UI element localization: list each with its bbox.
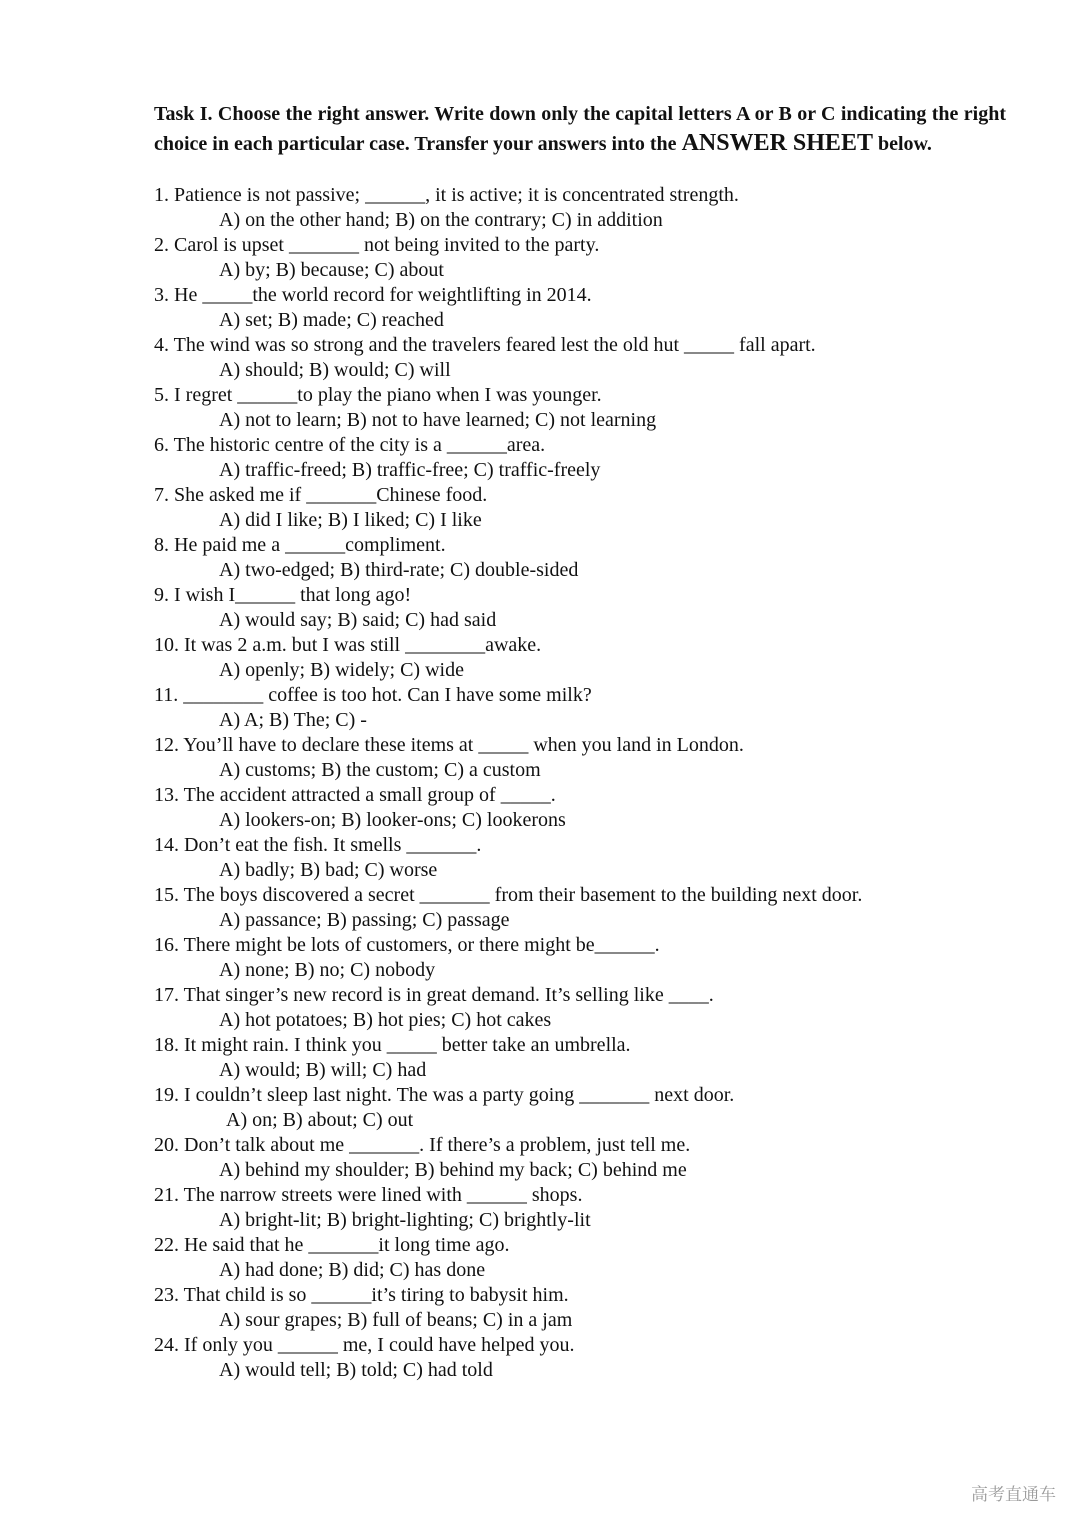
question-options: A) openly; B) widely; C) wide: [219, 659, 464, 681]
question-3: [154, 283, 1006, 333]
answer-sheet-emphasis: ANSWER SHEET: [681, 130, 873, 156]
question-stem: 5. I regret ______to play the piano when I was younger.: [154, 384, 602, 406]
question-stem: 4. The wind was so strong and the travelers feared lest the old hut _____ fall apart.: [154, 334, 816, 356]
question-stem: 19. I couldn’t sleep last night. The was a party going _______ next door.: [154, 1084, 735, 1106]
question-stem: 12. You’ll have to declare these items at _____ when you land in London.: [154, 734, 744, 756]
question-options: A) had done; B) did; C) has done: [219, 1259, 486, 1281]
question-12: [154, 733, 1006, 783]
question-options: A) bright-lit; B) bright-lighting; C) brightly-lit: [219, 1209, 591, 1231]
question-23: [154, 1283, 1006, 1333]
question-4: [154, 333, 1006, 383]
question-9: [154, 583, 1006, 633]
question-7: [154, 483, 1006, 533]
question-18: [154, 1033, 1006, 1083]
question-options: A) did I like; B) I liked; C) I like: [219, 509, 482, 531]
question-17: [154, 983, 1006, 1033]
question-10: [154, 633, 1006, 683]
question-stem: 3. He _____the world record for weightlifting in 2014.: [154, 284, 592, 306]
question-stem: 7. She asked me if _______Chinese food.: [154, 484, 488, 506]
question-options: A) hot potatoes; B) hot pies; C) hot cakes: [219, 1009, 552, 1031]
question-stem: 13. The accident attracted a small group of _____.: [154, 784, 556, 806]
question-21: [154, 1183, 1006, 1233]
question-8: [154, 533, 1006, 583]
question-options: A) set; B) made; C) reached: [219, 309, 444, 331]
question-15: [154, 883, 1006, 933]
question-options: A) badly; B) bad; C) worse: [219, 859, 438, 881]
question-options: A) by; B) because; C) about: [219, 259, 444, 281]
question-11: [154, 683, 1006, 733]
question-1: [154, 183, 1006, 233]
question-options: A) sour grapes; B) full of beans; C) in a jam: [219, 1309, 573, 1331]
question-stem: 21. The narrow streets were lined with ______ shops.: [154, 1184, 583, 1206]
question-stem: 6. The historic centre of the city is a ______area.: [154, 434, 546, 456]
question-options: A) traffic-freed; B) traffic-free; C) traffic-freely: [219, 459, 601, 481]
watermark: 高考直通车: [971, 1485, 1056, 1505]
instructions-text: Task I. Choose the right answer. Write down only the capital letters A or B or C indicating the right choice in each particular case. Transfer your answers into the: [154, 103, 1006, 155]
question-stem: 8. He paid me a ______compliment.: [154, 534, 446, 556]
question-6: [154, 433, 1006, 483]
question-14: [154, 833, 1006, 883]
question-stem: 9. I wish I______ that long ago!: [154, 584, 412, 606]
question-22: [154, 1233, 1006, 1283]
question-options: A) A; B) The; C) -: [219, 709, 367, 731]
question-stem: 22. He said that he _______it long time ago.: [154, 1234, 510, 1256]
question-19: [154, 1083, 1006, 1133]
question-options: A) none; B) no; C) nobody: [219, 959, 436, 981]
question-stem: 18. It might rain. I think you _____ better take an umbrella.: [154, 1034, 631, 1056]
question-16: [154, 933, 1006, 983]
exam-page: [154, 100, 1006, 1383]
question-stem: 17. That singer’s new record is in great demand. It’s selling like ____.: [154, 984, 714, 1006]
question-options: A) on the other hand; B) on the contrary; C) in addition: [219, 209, 663, 231]
question-options: A) would; B) will; C) had: [219, 1059, 427, 1081]
question-stem: 23. That child is so ______it’s tiring to babysit him.: [154, 1284, 569, 1306]
question-list: [154, 183, 1006, 1383]
question-stem: 1. Patience is not passive; ______, it is active; it is concentrated strength.: [154, 184, 739, 206]
question-options: A) lookers-on; B) looker-ons; C) lookerons: [219, 809, 566, 831]
question-stem: 20. Don’t talk about me _______. If there’s a problem, just tell me.: [154, 1134, 691, 1156]
question-options: A) passance; B) passing; C) passage: [219, 909, 510, 931]
question-5: [154, 383, 1006, 433]
question-options: A) customs; B) the custom; C) a custom: [219, 759, 541, 781]
question-13: [154, 783, 1006, 833]
task-instructions: [154, 100, 1006, 159]
question-options: A) would tell; B) told; C) had told: [219, 1359, 493, 1381]
question-stem: 24. If only you ______ me, I could have helped you.: [154, 1334, 575, 1356]
instructions-text-end: below.: [872, 133, 932, 155]
question-20: [154, 1133, 1006, 1183]
question-stem: 10. It was 2 a.m. but I was still ________awake.: [154, 634, 542, 656]
question-stem: 14. Don’t eat the fish. It smells _______.: [154, 834, 482, 856]
question-options: A) two-edged; B) third-rate; C) double-sided: [219, 559, 579, 581]
question-stem: 16. There might be lots of customers, or there might be______.: [154, 934, 660, 956]
question-options: A) would say; B) said; C) had said: [219, 609, 497, 631]
question-options: A) not to learn; B) not to have learned; C) not learning: [219, 409, 657, 431]
question-options: A) on; B) about; C) out: [226, 1109, 414, 1131]
question-stem: 2. Carol is upset _______ not being invited to the party.: [154, 234, 600, 256]
question-options: A) should; B) would; C) will: [219, 359, 451, 381]
question-stem: 15. The boys discovered a secret _______ from their basement to the building next door.: [154, 884, 863, 906]
question-24: [154, 1333, 1006, 1383]
question-2: [154, 233, 1006, 283]
question-stem: 11. ________ coffee is too hot. Can I have some milk?: [154, 684, 592, 706]
question-options: A) behind my shoulder; B) behind my back; C) behind me: [219, 1159, 687, 1181]
